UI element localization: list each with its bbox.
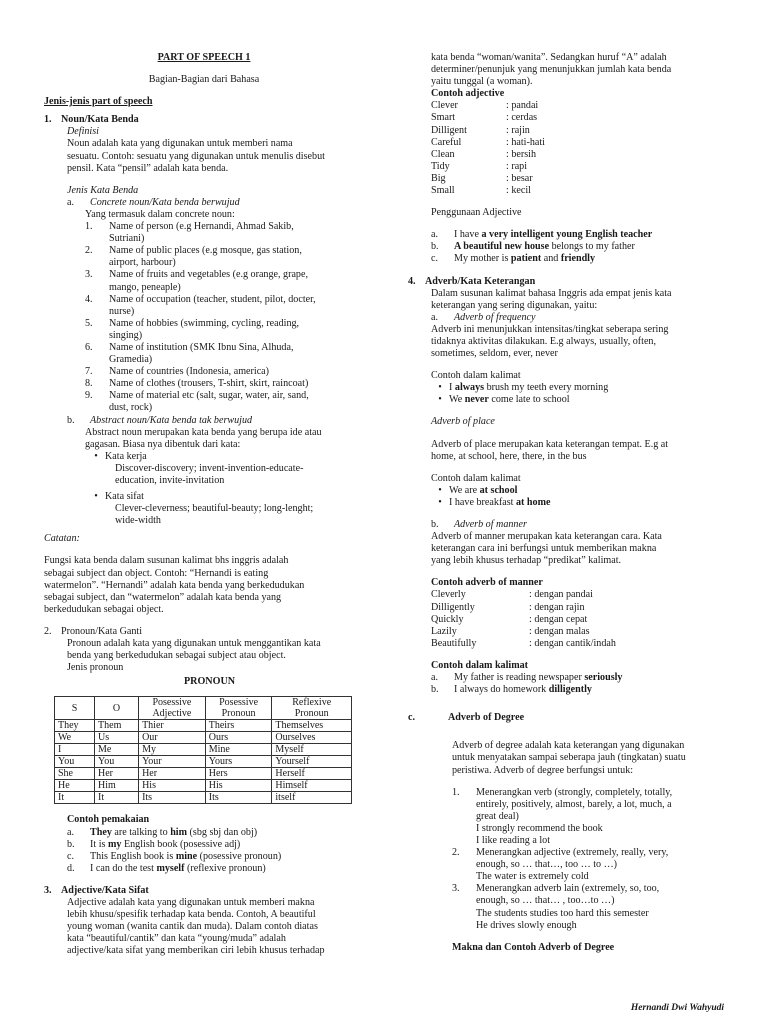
example-letter: c. xyxy=(67,850,75,862)
adjective-word: Careful xyxy=(431,136,462,148)
adj-example: b. A beautiful new house belongs to my father xyxy=(431,241,635,253)
degree-heading: c. Adverb of Degree xyxy=(408,712,525,724)
table-cell: Thier xyxy=(139,720,206,732)
list-item-text: Name of public places (e.g mosque, gas station, xyxy=(109,245,302,257)
adjective-meaning: : pandai xyxy=(506,100,539,112)
table-cell: Its xyxy=(205,792,272,804)
makna-heading: Makna dan Contoh Adverb of Degree xyxy=(452,941,615,953)
adjective-item xyxy=(431,125,728,137)
table-header-row xyxy=(55,697,352,720)
frequency-text: Adverb ini menunjukkan intensitas/tingkat seberapa sering xyxy=(431,323,669,335)
table-cell: Us xyxy=(95,732,139,744)
example-part: They xyxy=(90,826,112,838)
frequency-heading: a. Adverb of frequency xyxy=(431,311,536,323)
list-item-text: Name of material etc (salt, sugar, water, air, sand, xyxy=(109,390,309,402)
list-item xyxy=(44,294,364,306)
catatan-text: sebagai subject dan object. Contoh: “Hernandi is eating xyxy=(44,567,269,579)
contoh-pemakaian-title: Contoh pemakaian xyxy=(67,814,150,826)
degree-text: peristiwa. Adverb of degree berfungsi untuk: xyxy=(452,764,634,776)
table-cell: Mine xyxy=(205,744,272,756)
definisi-label: Definisi xyxy=(67,126,99,138)
adjective-item xyxy=(431,149,728,161)
degree-item-text: great deal) xyxy=(476,810,519,822)
abstract-heading: b. Abstract noun/Kata benda tak berwujud xyxy=(67,414,253,426)
adjective-meaning: : cerdas xyxy=(506,112,538,124)
example-part: him xyxy=(170,826,188,838)
manner-heading: b. Adverb of manner xyxy=(431,519,527,530)
table-cell: Himself xyxy=(272,780,352,792)
abstract-text: Abstract noun merupakan kata benda yang berupa ide atau xyxy=(85,426,322,438)
table-cell: His xyxy=(139,780,206,792)
adjective-text: yaitu tunggal (a woman). xyxy=(431,76,533,88)
pronoun-text: Jenis pronoun xyxy=(67,662,124,674)
manner-text: Adverb of manner merupakan kata keterangan cara. Kata xyxy=(431,531,662,543)
adj-example: c. My mother is patient and friendly xyxy=(431,253,596,265)
pronoun-example xyxy=(44,851,364,863)
degree-item: 3. Menerangkan adverb lain (extremely, so, too, xyxy=(452,883,660,895)
header-line: Pronoun xyxy=(221,708,256,720)
list-item xyxy=(44,245,364,257)
list-item-number: 2. xyxy=(85,245,93,257)
abstract-text: gagasan. Biasa nya dibentuk dari kata: xyxy=(85,438,241,450)
adjective-word: Dilligent xyxy=(431,124,467,136)
example-part: mine xyxy=(175,850,198,862)
frequency-text: sometimes, seldom, ever, never xyxy=(431,348,558,360)
list-item: • We are at school xyxy=(438,484,518,496)
table-row xyxy=(55,744,352,756)
table-cell: Our xyxy=(139,732,206,744)
manner-example: a. My father is reading newspaper seriously xyxy=(431,672,623,684)
adjective-text: young woman (wanita cantik dan muda). Dalam contoh diatas xyxy=(67,921,318,933)
adjective-meaning: : kecil xyxy=(506,185,531,197)
adverb-heading: 4. Adverb/Kata Keterangan xyxy=(408,275,536,287)
pronoun-text: Pronoun adalah kata yang digunakan untuk menggantikan kata xyxy=(67,638,321,650)
catatan-text: berkedudukan sebagai object. xyxy=(44,603,164,615)
adjective-meaning: : rapi xyxy=(506,160,528,172)
list-item-number: 8. xyxy=(85,378,93,390)
degree-item-text: He drives slowly enough xyxy=(476,919,577,931)
table-cell: Yours xyxy=(205,756,272,768)
author-footer: Hernandi Dwi Wahyudi xyxy=(630,1003,724,1013)
adverb-text: keterangan yang sering digunakan, yaitu: xyxy=(431,299,598,311)
table-row xyxy=(55,720,352,732)
list-item xyxy=(44,366,364,378)
header-line: Adjective xyxy=(152,708,192,720)
catatan-text: watermelon”. “Hernandi” adalah kata benda yang berkedudukan xyxy=(44,579,305,591)
table-cell: Them xyxy=(95,720,139,732)
manner-meaning: : dengan malas xyxy=(529,625,590,637)
header-line: Posessive xyxy=(152,697,192,709)
adjective-word: Small xyxy=(431,185,455,197)
list-item xyxy=(44,221,364,233)
table-row xyxy=(55,768,352,780)
degree-text: Adverb of degree adalah kata keterangan yang digunakan xyxy=(452,740,685,752)
table-cell: Hers xyxy=(205,768,272,780)
pronoun-example xyxy=(44,827,364,839)
example-part: (reflexive pronoun) xyxy=(184,862,266,874)
manner-meaning: : dengan rajin xyxy=(529,601,585,613)
example-part: (posessive pronoun) xyxy=(197,850,282,862)
list-item xyxy=(44,390,364,402)
adjective-meaning: : bersih xyxy=(506,148,536,160)
list-item-text: dust, rock) xyxy=(109,402,153,414)
table-cell: Themselves xyxy=(272,720,352,732)
contoh-kalimat-label: Contoh dalam kalimat xyxy=(431,370,521,382)
adjective-item xyxy=(431,100,728,112)
degree-text: untuk menyatakan sampai seberapa jauh (tingkatan) suatu xyxy=(452,752,686,764)
adjective-text: kata “beautiful/cantik” dan kata “young/muda” adalah xyxy=(67,933,286,945)
table-cell: I xyxy=(55,744,95,756)
degree-item: 2. Menerangkan adjective (extremely, really, very, xyxy=(452,847,669,859)
list-item-number: 5. xyxy=(85,317,93,329)
example-text xyxy=(90,851,281,863)
manner-item xyxy=(431,602,728,614)
degree-item-text: The students studies too hard this semester xyxy=(476,907,649,919)
list-item-text: wide-width xyxy=(115,515,161,527)
example-part: I can do the test xyxy=(90,862,157,874)
table-cell: She xyxy=(55,768,95,780)
manner-word: Dilligently xyxy=(431,601,475,613)
table-row xyxy=(55,792,352,804)
manner-meaning: : dengan cantik/indah xyxy=(529,637,616,649)
list-item-text: Name of fruits and vegetables (e.g orange, grape, xyxy=(109,269,308,281)
adjective-item xyxy=(431,112,728,124)
list-item-text: Name of clothes (trousers, T-shirt, skirt, raincoat) xyxy=(109,378,309,390)
list-item: • I always brush my teeth every morning xyxy=(438,382,609,394)
table-header-cell xyxy=(95,697,139,720)
list-item-text: education, invite-invitation xyxy=(115,475,225,486)
place-heading: Adverb of place xyxy=(431,416,495,428)
list-item-number: 9. xyxy=(85,390,93,402)
adjective-text: lebih khusu/spesifik terhadap kata benda. Contoh, A beautiful xyxy=(67,909,316,921)
table-header-cell xyxy=(139,697,206,720)
adjective-list xyxy=(408,100,728,197)
table-cell: Me xyxy=(95,744,139,756)
pronoun-table-title: PRONOUN xyxy=(184,676,236,688)
example-part: my xyxy=(107,838,122,850)
degree-item-text: I like reading a lot xyxy=(476,834,550,846)
adjective-item xyxy=(431,137,728,149)
list-item-text: Gramedia) xyxy=(109,354,153,366)
table-header-cell xyxy=(272,697,352,720)
manner-word: Cleverly xyxy=(431,589,466,601)
adjective-text: Adjective adalah kata yang digunakan untuk memberi makna xyxy=(67,896,315,908)
page-title: PART OF SPEECH 1 xyxy=(157,52,251,63)
adjective-item xyxy=(431,161,728,173)
list-item-number: 7. xyxy=(85,366,93,378)
manner-meaning: : dengan cepat xyxy=(529,613,588,625)
header-line: O xyxy=(112,702,121,714)
concrete-list xyxy=(44,221,364,415)
table-cell: Its xyxy=(139,792,206,804)
table-cell: Theirs xyxy=(205,720,272,732)
example-part: are talking to xyxy=(111,826,171,838)
example-part: (sbg sbj dan obj) xyxy=(187,826,258,838)
table-cell: We xyxy=(55,732,95,744)
table-cell: It xyxy=(95,792,139,804)
list-item xyxy=(44,269,364,281)
table-cell: Yourself xyxy=(272,756,352,768)
adjective-item xyxy=(431,173,728,185)
header-line: Posessive xyxy=(219,697,259,709)
list-item-text: airport, harbour) xyxy=(109,257,176,269)
list-item-text: Name of person (e.g Hernandi, Ahmad Sakib, xyxy=(109,221,294,233)
table-cell: Her xyxy=(95,768,139,780)
list-item-text: Name of hobbies (swimming, cycling, reading, xyxy=(109,317,300,329)
catatan-label: Catatan: xyxy=(44,533,80,545)
adjective-text: determiner/penunjuk yang menunjukkan jumlah kata benda xyxy=(431,64,672,76)
list-item-text: nurse) xyxy=(109,305,135,317)
manner-word: Quickly xyxy=(431,613,464,625)
frequency-text: tidaknya aktivitas dilakukan. E.g always, usually, often, xyxy=(431,335,656,347)
definisi-text: pensil. Kata “pensil” adalah kata benda. xyxy=(67,162,229,174)
adjective-meaning: : hati-hati xyxy=(506,136,545,148)
adjective-item xyxy=(431,185,728,197)
manner-text: keterangan cara ini berfungsi untuk memberikan makna xyxy=(431,543,657,555)
manner-item xyxy=(431,614,728,626)
example-part: English book (posessive adj) xyxy=(121,838,241,850)
table-header-cell xyxy=(205,697,272,720)
table-cell: They xyxy=(55,720,95,732)
table-cell: Her xyxy=(139,768,206,780)
contoh-kalimat-label: Contoh dalam kalimat xyxy=(431,472,521,484)
example-text xyxy=(90,839,240,851)
pronoun-example xyxy=(44,863,364,875)
jenis-kata-benda-label: Jenis Kata Benda xyxy=(67,184,139,196)
manner-item xyxy=(431,638,728,650)
table-row xyxy=(55,780,352,792)
manner-word: Lazily xyxy=(431,625,457,637)
catatan-text: sebagai subject, dan “watermelon” adalah kata benda yang xyxy=(44,591,282,603)
header-line: Reflexive xyxy=(292,697,332,709)
penggunaan-adjective-label: Penggunaan Adjective xyxy=(431,207,522,219)
example-text xyxy=(90,827,257,839)
list-item: • We never come late to school xyxy=(438,394,570,406)
example-part: myself xyxy=(156,862,185,874)
example-part: It is xyxy=(90,838,108,850)
table-cell: Ours xyxy=(205,732,272,744)
list-item-text: Name of institution (SMK Ibnu Sina, Alhuda, xyxy=(109,341,294,353)
adjective-meaning: : rajin xyxy=(506,124,530,136)
adjective-word: Big xyxy=(431,172,446,184)
table-row xyxy=(55,732,352,744)
list-item-number: 3. xyxy=(85,269,93,281)
degree-item-text: I strongly recommend the book xyxy=(476,822,603,834)
list-item-text: Sutriani) xyxy=(109,233,145,245)
example-part: This English book is xyxy=(90,850,176,862)
adverb-text: Dalam susunan kalimat bahasa Inggris ada empat jenis kata xyxy=(431,287,672,299)
table-cell: His xyxy=(205,780,272,792)
adjective-word: Tidy xyxy=(431,160,450,172)
adj-example: a. I have a very intelligent young English teacher xyxy=(431,229,653,241)
manner-word: Beautifully xyxy=(431,637,477,649)
degree-item-text: entirely, positively, almost, barely, a lot, much, a xyxy=(476,798,672,810)
table-cell: You xyxy=(55,756,95,768)
example-letter: d. xyxy=(67,862,75,874)
header-line: Pronoun xyxy=(294,708,329,720)
degree-item-text: enough, so … that… , too…to …) xyxy=(476,895,615,907)
adjective-word: Clever xyxy=(431,100,458,112)
adjective-word: Clean xyxy=(431,148,455,160)
degree-item-text: The water is extremely cold xyxy=(476,871,589,883)
list-item: • Kata sifat xyxy=(94,491,144,503)
place-text: Adverb of place merupakan kata keterangan tempat. E.g at xyxy=(431,438,669,450)
definisi-text: Noun adalah kata yang digunakan untuk memberi nama xyxy=(67,138,293,150)
table-cell: It xyxy=(55,792,95,804)
adjective-meaning: : besar xyxy=(506,172,533,184)
pronoun-text: benda yang berkedudukan sebagai subject atau object. xyxy=(67,650,286,662)
manner-item xyxy=(431,626,728,638)
table-cell: Your xyxy=(139,756,206,768)
pronoun-example xyxy=(44,839,364,851)
manner-text: yang lebih khusus terhadap “predikat” kalimat. xyxy=(431,555,622,567)
degree-item: 1. Menerangkan verb (strongly, completely, totally, xyxy=(452,786,673,798)
example-text xyxy=(90,863,266,875)
concrete-intro: Yang termasuk dalam concrete noun: xyxy=(85,208,235,220)
table-cell: itself xyxy=(272,792,352,804)
table-cell: You xyxy=(95,756,139,768)
pronoun-heading: 2. Pronoun/Kata Ganti xyxy=(44,625,143,637)
table-cell: Herself xyxy=(272,768,352,780)
table-cell: Ourselves xyxy=(272,732,352,744)
adjective-text: kata benda “woman/wanita”. Sedangkan huruf “A” adalah xyxy=(431,52,667,63)
list-item-number: 6. xyxy=(85,341,93,353)
catatan-text: Fungsi kata benda dalam susunan kalimat bhs inggris adalah xyxy=(44,555,289,567)
list-item-number: 1. xyxy=(85,221,93,233)
section-jenis: Jenis-jenis part of speech xyxy=(44,96,153,108)
manner-item xyxy=(431,589,728,601)
place-text: home, at school, here, there, in the bus xyxy=(431,450,587,462)
table-header-cell xyxy=(55,697,95,720)
manner-kalimat-title: Contoh dalam kalimat xyxy=(431,659,529,671)
list-item-number: 4. xyxy=(85,293,93,305)
left-column xyxy=(44,52,364,957)
list-item xyxy=(44,318,364,330)
noun-heading: 1. Noun/Kata Benda xyxy=(44,114,139,126)
list-item-text: Name of occupation (teacher, student, pilot, docter, xyxy=(109,293,316,305)
manner-list xyxy=(408,589,728,649)
table-row xyxy=(55,756,352,768)
manner-list-title: Contoh adverb of manner xyxy=(431,577,543,589)
adjective-text: adjective/kata sifat yang memberikan ciri lebih khusus terhadap xyxy=(67,945,325,957)
list-item-text: mango, peneaple) xyxy=(109,281,181,293)
table-cell: He xyxy=(55,780,95,792)
contoh-adjective-title: Contoh adjective xyxy=(431,88,505,100)
list-item xyxy=(44,378,364,390)
page-subtitle: Bagian-Bagian dari Bahasa xyxy=(148,74,260,86)
definisi-text: sesuatu. Contoh: sesuatu yang digunakan untuk menulis disebut xyxy=(67,150,325,162)
concrete-heading: a. Concrete noun/Kata benda berwujud xyxy=(67,196,240,208)
list-item-text: Clever-cleverness; beautiful-beauty; long-lenght; xyxy=(115,503,314,515)
list-item-text: Name of countries (Indonesia, america) xyxy=(109,366,270,378)
degree-item-text: enough, so … that…, too … to …) xyxy=(476,859,618,871)
example-letter: b. xyxy=(67,838,75,850)
header-line: S xyxy=(71,702,78,714)
manner-meaning: : dengan pandai xyxy=(529,589,593,601)
list-item xyxy=(44,342,364,354)
table-cell: Him xyxy=(95,780,139,792)
right-column xyxy=(408,52,728,954)
list-item: • I have breakfast at home xyxy=(438,496,551,508)
adjective-heading: 3. Adjective/Kata Sifat xyxy=(44,884,149,896)
table-cell: Myself xyxy=(272,744,352,756)
list-item: • Kata kerja xyxy=(94,450,147,462)
list-item-text: singing) xyxy=(109,329,143,341)
manner-example: b. I always do homework dilligently xyxy=(431,684,592,696)
adjective-word: Smart xyxy=(431,112,456,124)
pronoun-table xyxy=(54,696,352,804)
table-cell: My xyxy=(139,744,206,756)
example-letter: a. xyxy=(67,826,75,838)
list-item-text: Discover-discovery; invent-invention-educate- xyxy=(115,462,304,474)
